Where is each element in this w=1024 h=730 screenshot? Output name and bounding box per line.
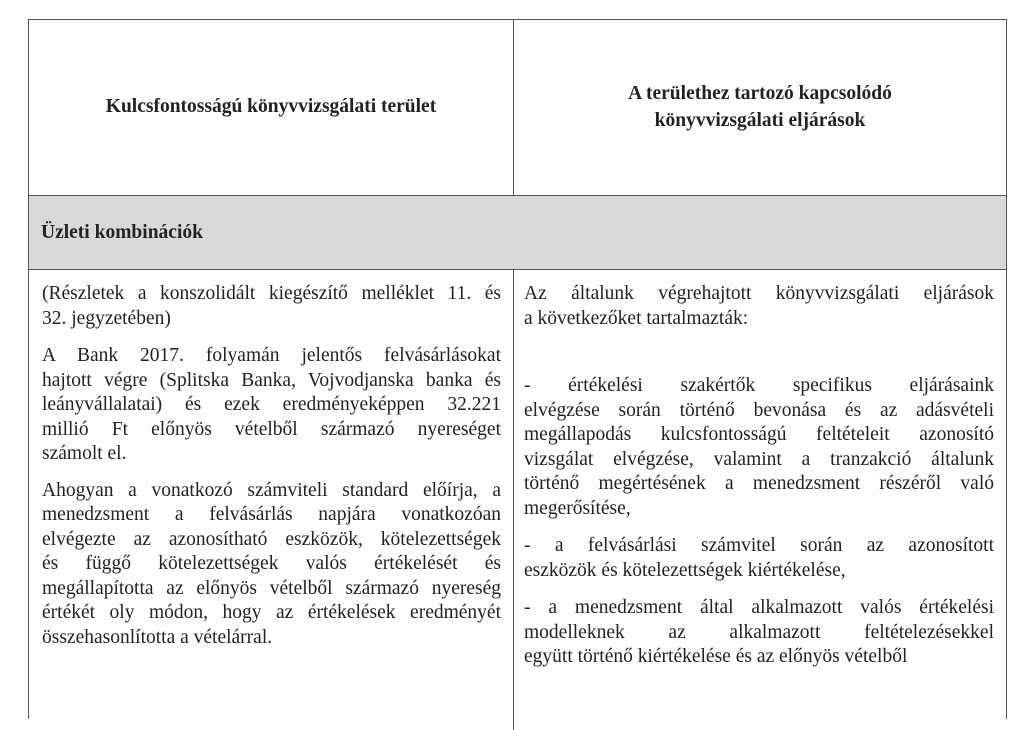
text-line: modelleknek az alkalmazott feltételezésekkel [524,621,994,643]
table-header-row [29,20,1006,196]
text-line: történő megértésének a menedzsment részéről való [524,473,994,494]
header-right-title [628,81,892,134]
text-line: összehasonlította a vételárral. [42,626,273,648]
header-audit-procedures [514,20,1006,195]
header-right-line2: könyvvizsgálati eljárások [654,109,866,131]
text-line: számolt el. [42,443,127,464]
text-line: a következőket tartalmazták: [524,307,749,329]
text-line: hajtott végre (Splitska Banka, Vojvodjanska banka és [42,369,501,391]
text-line: együtt történő kiértékelése és az előnyös vételből [524,646,908,667]
paragraph-reference [42,282,501,331]
right-column-text [514,270,1006,730]
text-line: menedzsment a felvásárlás napjára vonatkozóan [42,504,501,525]
text-line: millió Ft előnyös vételből származó nyereséget [42,418,501,440]
section-row [29,196,1006,270]
text-line: megállapodás kulcsfontosságú feltételeit azonosító [524,424,994,445]
text-line: megállapította az előnyös vételből származó nyereség [42,577,501,599]
text-line: - a menedzsment által alkalmazott valós értékelési [524,597,994,618]
section-title: Üzleti kombinációk [41,221,203,243]
text-line: - a felvásárlási számvitel során az azonosított [524,535,994,556]
text-line: elvégzése során történő bevonása és az adásvételi [524,399,994,421]
paragraph-procedures-intro [524,282,994,331]
text-line: - értékelési szakértők specifikus eljárásaink [524,375,994,396]
header-left-title: Kulcsfontosságú könyvvizsgálati terület [105,96,437,118]
text-line: vizsgálat elvégzése, valamint a tranzakció általunk [524,448,994,470]
paragraph-valuation-models [524,596,994,670]
text-line: Ahogyan a vonatkozó számviteli standard előírja, a [42,479,501,501]
paragraph-valuation [42,479,501,651]
text-line: 32. jegyzetében) [42,307,171,329]
text-line: megerősítése, [524,497,631,519]
paragraph-assets-evaluation [524,534,994,583]
paragraph-experts [524,374,994,521]
text-line: (Részletek a konszolidált kiegészítő melléklet 11. és [42,283,501,304]
text-line: eszközök és kötelezettségek kiértékelése, [524,559,846,581]
text-line: és függő kötelezettségek valós értékelését és [42,553,501,574]
header-right-line1: A területhez tartozó kapcsolódó [628,83,892,105]
text-line: leányvállalatai) és ezek eredményeképpen 32.221 [42,394,501,415]
text-line: értékét oly módon, hogy az értékelések eredményét [42,602,501,623]
text-line: Az általunk végrehajtott könyvvizsgálati eljárások [524,283,994,304]
audit-matters-table [28,19,1007,719]
text-line: A Bank 2017. folyamán jelentős felvásárlásokat [42,345,501,366]
header-key-audit-area [29,20,514,195]
paragraph-acquisitions [42,344,501,467]
text-line: elvégezte az azonosítható eszközök, kötelezettségek [42,528,501,550]
left-column-text [29,270,514,730]
